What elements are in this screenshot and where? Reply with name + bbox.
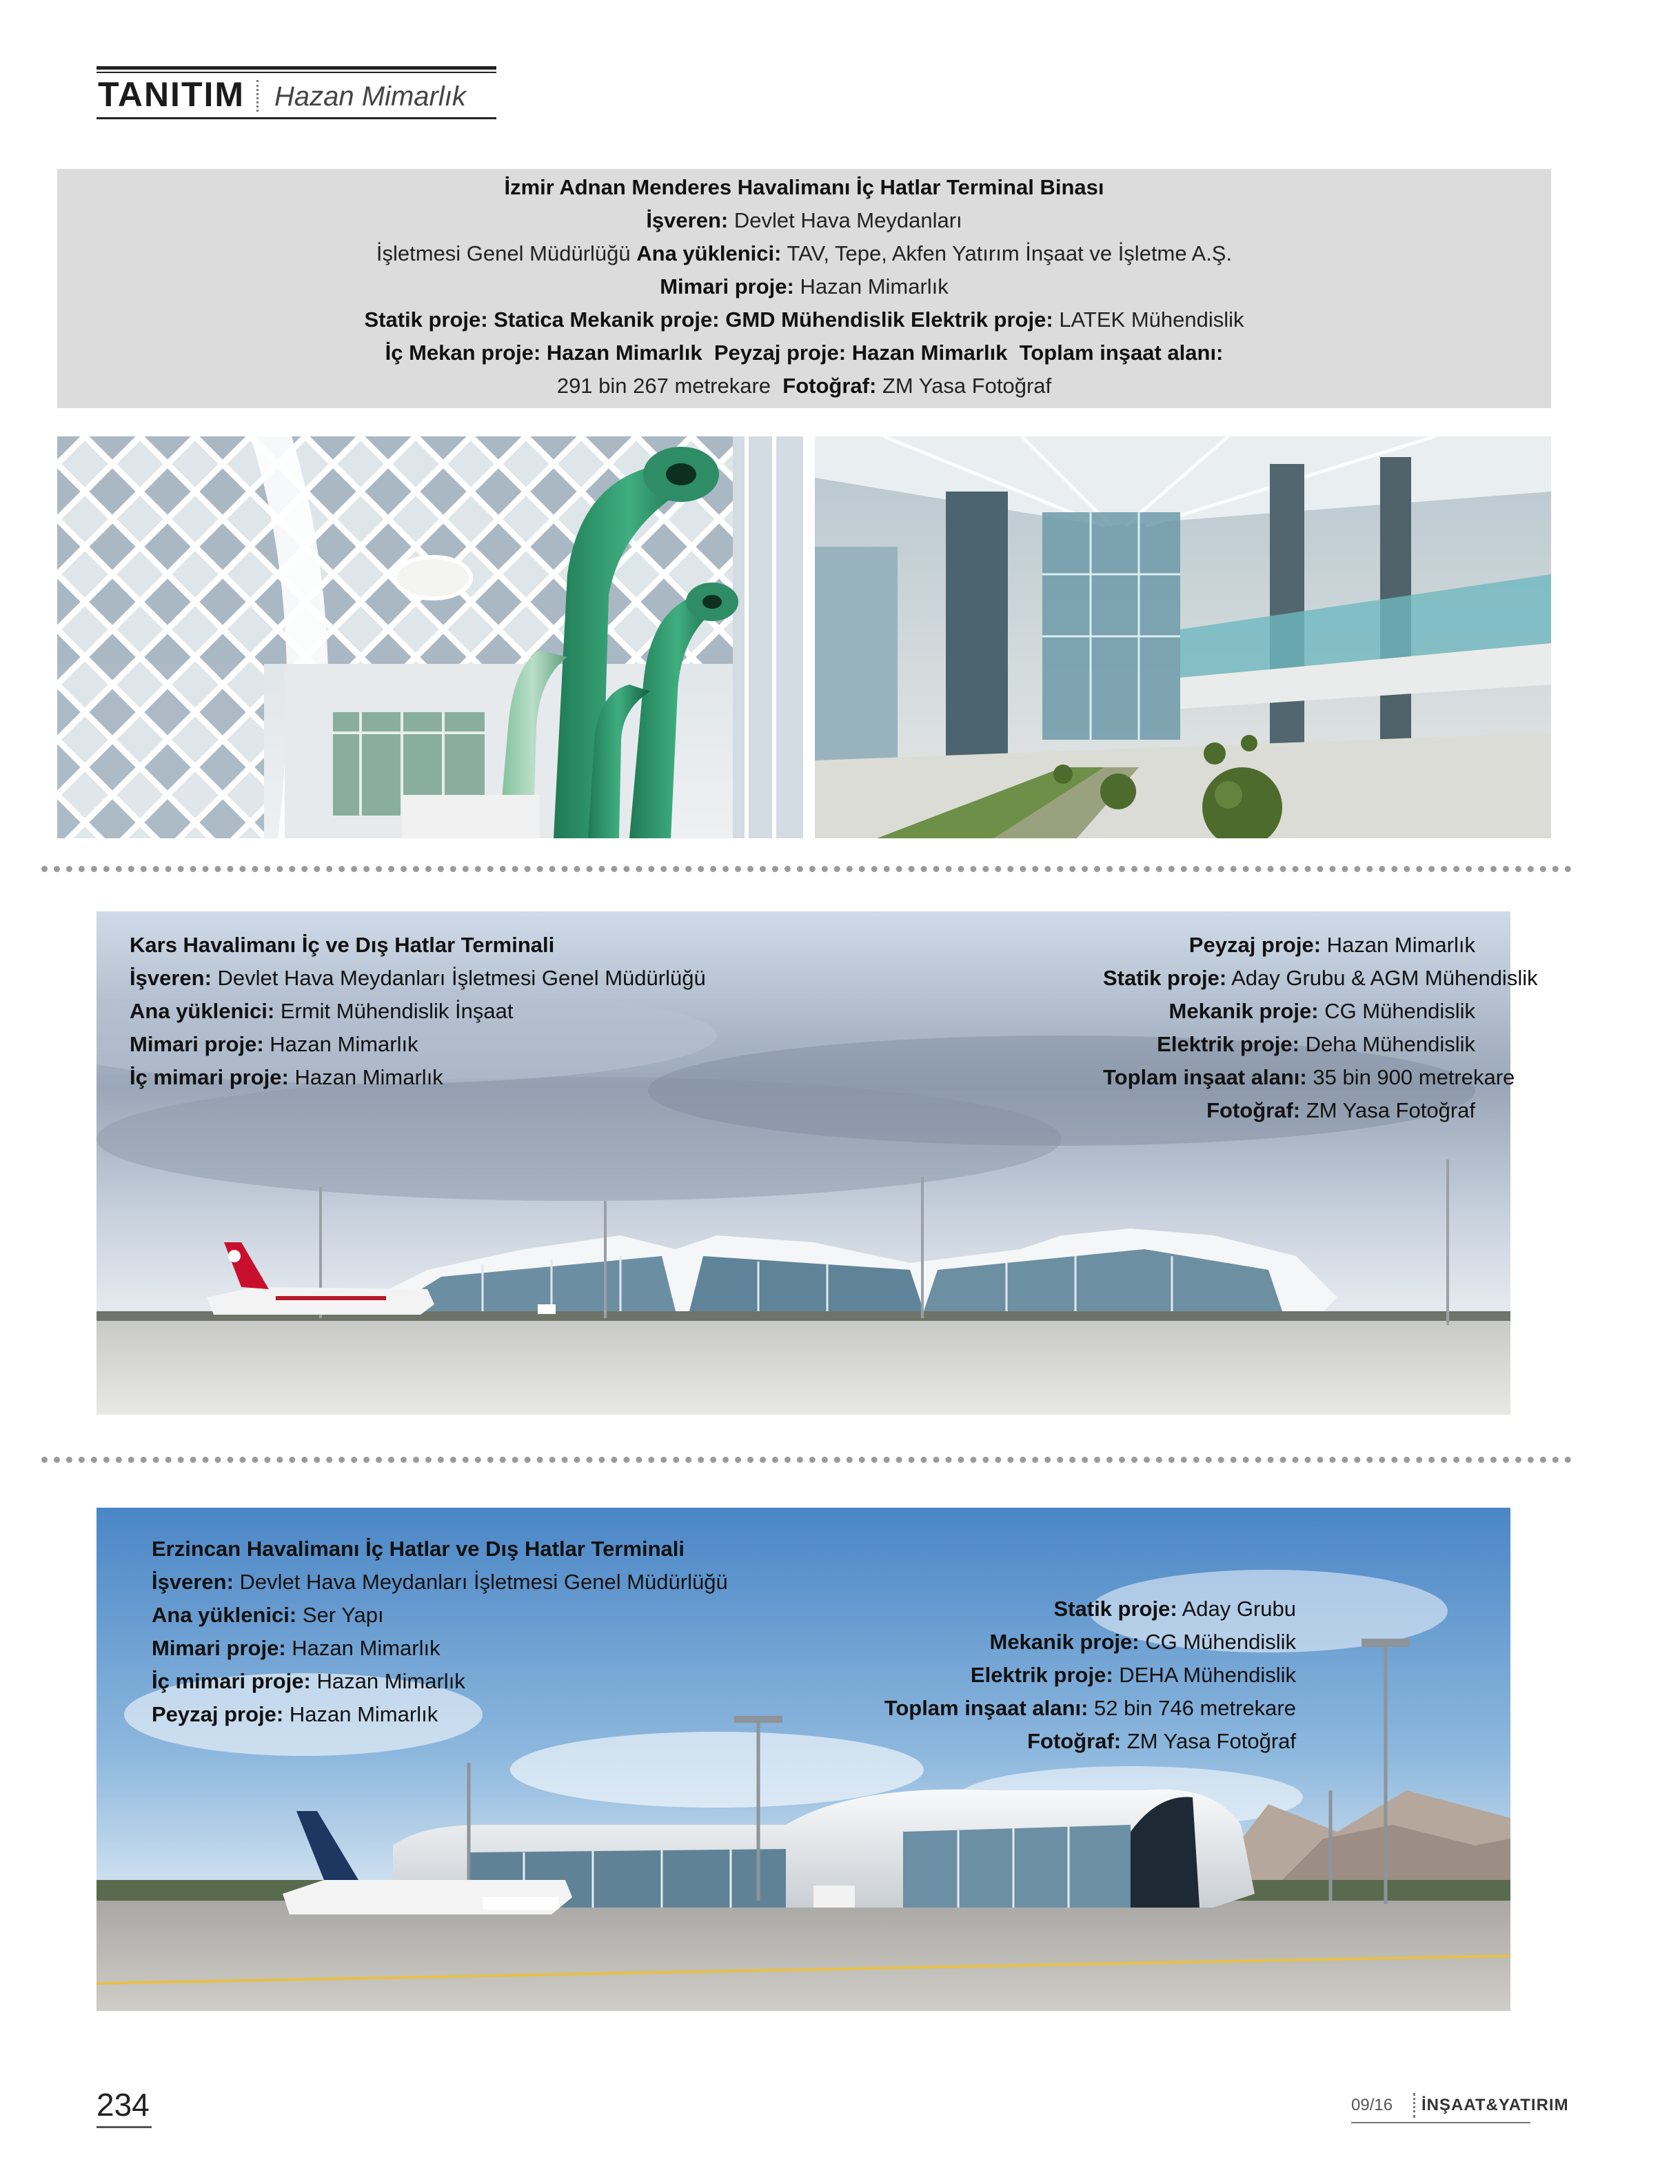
credit-value: 35 bin 900 metrekare <box>1313 1065 1515 1089</box>
izmir-photo-interior-columns <box>57 436 803 838</box>
izmir-contractor-value: TAV, Tepe, Akfen Yatırım İnşaat ve İşletme A.Ş. <box>787 241 1233 265</box>
erzincan-credit-row <box>827 1725 1296 1758</box>
kars-credit-row <box>130 1061 706 1094</box>
credit-value: Aday Grubu & AGM Mühendislik <box>1231 966 1538 990</box>
footer-magazine-name: İNŞAAT&YATIRIM <box>1421 2096 1569 2114</box>
credit-label: İşveren: <box>130 966 212 990</box>
izmir-line-4 <box>57 270 1551 303</box>
izmir-static-label: Statik proje: <box>364 307 488 332</box>
izmir-electric-value: LATEK Mühendislik <box>1059 307 1244 332</box>
header-rule-top-thin <box>97 72 496 73</box>
izmir-interior-value: Hazan Mimarlık <box>546 341 702 365</box>
erzincan-credits-right <box>827 1593 1296 1758</box>
credit-label: Mimari proje: <box>152 1636 286 1660</box>
izmir-photo-value: ZM Yasa Fotoğraf <box>882 374 1052 398</box>
credit-value: CG Mühendislik <box>1145 1630 1296 1654</box>
credit-label: Elektrik proje: <box>1157 1032 1299 1056</box>
page-number: 234 <box>97 2087 150 2123</box>
credit-value: Hazan Mimarlık <box>289 1702 438 1726</box>
izmir-photo-atrium <box>815 436 1551 838</box>
kars-credit-row <box>1103 962 1538 995</box>
credit-value: Devlet Hava Meydanları İşletmesi Genel Müdürlüğü <box>217 966 706 990</box>
kars-credit-row <box>130 962 706 995</box>
izmir-area-value: 291 bin 267 metrekare <box>556 374 771 398</box>
erzincan-credit-row <box>152 1566 728 1599</box>
section-title: TANITIM <box>98 75 245 114</box>
credit-value: Hazan Mimarlık <box>270 1032 418 1056</box>
izmir-employer-value-b: İşletmesi Genel Müdürlüğü <box>376 241 631 265</box>
credit-label: Peyzaj proje: <box>1188 933 1322 957</box>
credit-label: Fotoğraf: <box>1206 1098 1301 1122</box>
kars-credits-left <box>130 929 706 1094</box>
credit-value: CG Mühendislik <box>1324 999 1475 1023</box>
izmir-landscape-value: Hazan Mimarlık <box>851 341 1008 365</box>
izmir-line-3 <box>57 237 1551 270</box>
credit-label: İç mimari proje: <box>130 1065 289 1089</box>
izmir-mechanical-label: Mekanik proje: <box>569 307 720 332</box>
kars-credit-row <box>130 1028 706 1061</box>
kars-credit-row <box>1103 929 1475 962</box>
erzincan-credit-row <box>827 1659 1296 1692</box>
izmir-title-line <box>57 171 1551 204</box>
credit-label: Ana yüklenici: <box>130 999 275 1023</box>
credit-value: Hazan Mimarlık <box>294 1065 443 1089</box>
credit-value: DEHA Mühendislik <box>1119 1663 1296 1687</box>
kars-credit-row <box>1103 1094 1475 1127</box>
erzincan-credit-row <box>152 1665 728 1698</box>
credit-value: ZM Yasa Fotoğraf <box>1126 1729 1296 1753</box>
credit-label: Peyzaj proje: <box>152 1702 284 1726</box>
credit-label: Toplam inşaat alanı: <box>1103 1065 1307 1089</box>
kars-credit-row <box>1103 995 1475 1028</box>
izmir-static-value: Statica <box>494 307 564 332</box>
credit-value: Hazan Mimarlık <box>1326 933 1475 957</box>
page-number-rule <box>97 2126 152 2128</box>
erzincan-credit-row <box>152 1698 728 1731</box>
footer-separator <box>1413 2093 1415 2118</box>
kars-credit-row <box>130 995 706 1028</box>
izmir-line-2 <box>57 204 1551 237</box>
izmir-electric-label: Elektrik proje: <box>910 307 1053 332</box>
credit-label: Mekanik proje: <box>989 1630 1140 1654</box>
section-subtitle: Hazan Mimarlık <box>274 81 466 112</box>
credit-label: Mimari proje: <box>130 1032 264 1056</box>
izmir-photo-label: Fotoğraf: <box>782 374 877 398</box>
izmir-interior-label: İç Mekan proje: <box>385 341 541 365</box>
header-rule-bottom <box>97 117 496 119</box>
izmir-line-5 <box>57 303 1551 336</box>
credit-label: Fotoğraf: <box>1027 1729 1122 1753</box>
izmir-line-7 <box>57 370 1551 403</box>
izmir-architect-label: Mimari proje: <box>660 274 794 299</box>
credit-value: ZM Yasa Fotoğraf <box>1306 1098 1475 1122</box>
izmir-area-label: Toplam inşaat alanı: <box>1019 341 1224 365</box>
izmir-title: İzmir Adnan Menderes Havalimanı İç Hatlar Terminal Binası <box>504 175 1104 199</box>
izmir-landscape-label: Peyzaj proje: <box>714 341 847 365</box>
erzincan-credit-row <box>827 1626 1296 1659</box>
erzincan-credit-row <box>827 1593 1296 1626</box>
erzincan-credits-left <box>152 1533 728 1731</box>
header-rule-top <box>97 66 496 70</box>
erzincan-credit-row <box>152 1599 728 1632</box>
credit-value: 52 bin 746 metrekare <box>1094 1696 1296 1720</box>
izmir-contractor-label: Ana yüklenici: <box>636 241 782 265</box>
kars-credit-row <box>1103 1028 1475 1061</box>
credit-label: İç mimari proje: <box>152 1669 311 1693</box>
erzincan-title: Erzincan Havalimanı İç Hatlar ve Dış Hatlar Terminali <box>152 1537 685 1561</box>
footer-issue: 09/16 <box>1351 2096 1393 2114</box>
izmir-mechanical-value: GMD Mühendislik <box>725 307 905 332</box>
section-divider-1 <box>41 866 1572 872</box>
kars-title: Kars Havalimanı İç ve Dış Hatlar Terminali <box>130 933 555 957</box>
credit-label: Elektrik proje: <box>970 1663 1113 1687</box>
credit-label: Statik proje: <box>1103 966 1227 990</box>
credit-value: Hazan Mimarlık <box>292 1636 441 1660</box>
credit-value: Aday Grubu <box>1182 1597 1296 1621</box>
credit-label: Statik proje: <box>1053 1597 1177 1621</box>
credit-value: Ser Yapı <box>302 1603 384 1627</box>
credit-label: Mekanik proje: <box>1168 999 1319 1023</box>
izmir-architect-value: Hazan Mimarlık <box>800 274 949 299</box>
izmir-line-6 <box>57 336 1551 370</box>
credit-label: Toplam inşaat alanı: <box>884 1696 1089 1720</box>
header-separator <box>256 80 259 112</box>
erzincan-credit-row <box>152 1632 728 1665</box>
izmir-employer-label: İşveren: <box>646 208 729 232</box>
section-divider-2 <box>41 1457 1572 1463</box>
kars-credit-row <box>1103 1061 1515 1094</box>
credit-value: Deha Mühendislik <box>1305 1032 1475 1056</box>
credit-value: Hazan Mimarlık <box>316 1669 465 1693</box>
erzincan-credit-row <box>827 1692 1296 1725</box>
izmir-employer-value-a: Devlet Hava Meydanları <box>733 208 962 232</box>
credit-label: İşveren: <box>152 1570 234 1594</box>
credit-value: Ermit Mühendislik İnşaat <box>280 999 514 1023</box>
footer-rule <box>1351 2122 1530 2123</box>
kars-credits-right <box>1103 929 1538 1127</box>
credit-value: Devlet Hava Meydanları İşletmesi Genel Müdürlüğü <box>239 1570 728 1594</box>
credit-label: Ana yüklenici: <box>152 1603 297 1627</box>
